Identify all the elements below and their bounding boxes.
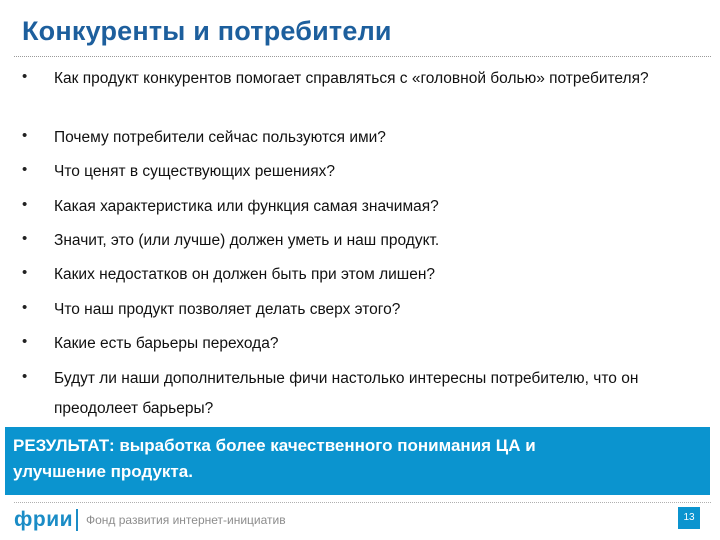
bullet-marker: •	[22, 368, 28, 385]
bullet-text: Как продукт конкурентов помогает справляться с «головной болью» потребителя?	[54, 70, 649, 87]
bullet-text: Значит, это (или лучше) должен уметь и наш продукт.	[54, 232, 440, 249]
frii-logo: фрии	[14, 508, 74, 531]
bullet-marker: •	[22, 333, 28, 350]
bullet-text: Почему потребители сейчас пользуются ими?	[54, 129, 386, 146]
bullet-text: Какая характеристика или функция самая значимая?	[54, 198, 439, 215]
bullet-marker: •	[22, 196, 28, 213]
bullet-text: Будут ли наши дополнительные фичи настолько интересны потребителю, что он преодолеет барьеры?	[54, 370, 639, 417]
bullet-text: Что ценят в существующих решениях?	[54, 163, 335, 180]
bullet-marker: •	[22, 161, 28, 178]
bullet-marker: •	[22, 230, 28, 247]
bullet-marker: •	[22, 299, 28, 316]
bullet-text: Какие есть барьеры перехода?	[54, 335, 279, 352]
result-callout	[5, 427, 710, 495]
footer-caption: Фонд развития интернет-инициатив	[86, 513, 286, 527]
logo-separator	[76, 509, 78, 531]
page-number-badge: 13	[678, 507, 700, 529]
result-text: РЕЗУЛЬТАТ: выработка более качественного понимания ЦА и улучшение продукта.	[13, 436, 536, 481]
slide-title: Конкуренты и потребители	[22, 16, 392, 46]
bullet-marker: •	[22, 68, 28, 85]
footer-divider	[14, 502, 711, 503]
bullet-marker: •	[22, 264, 28, 281]
bullet-text: Каких недостатков он должен быть при этом лишен?	[54, 266, 436, 283]
bullet-marker: •	[22, 127, 28, 144]
bullet-text: Что наш продукт позволяет делать сверх этого?	[54, 301, 401, 318]
